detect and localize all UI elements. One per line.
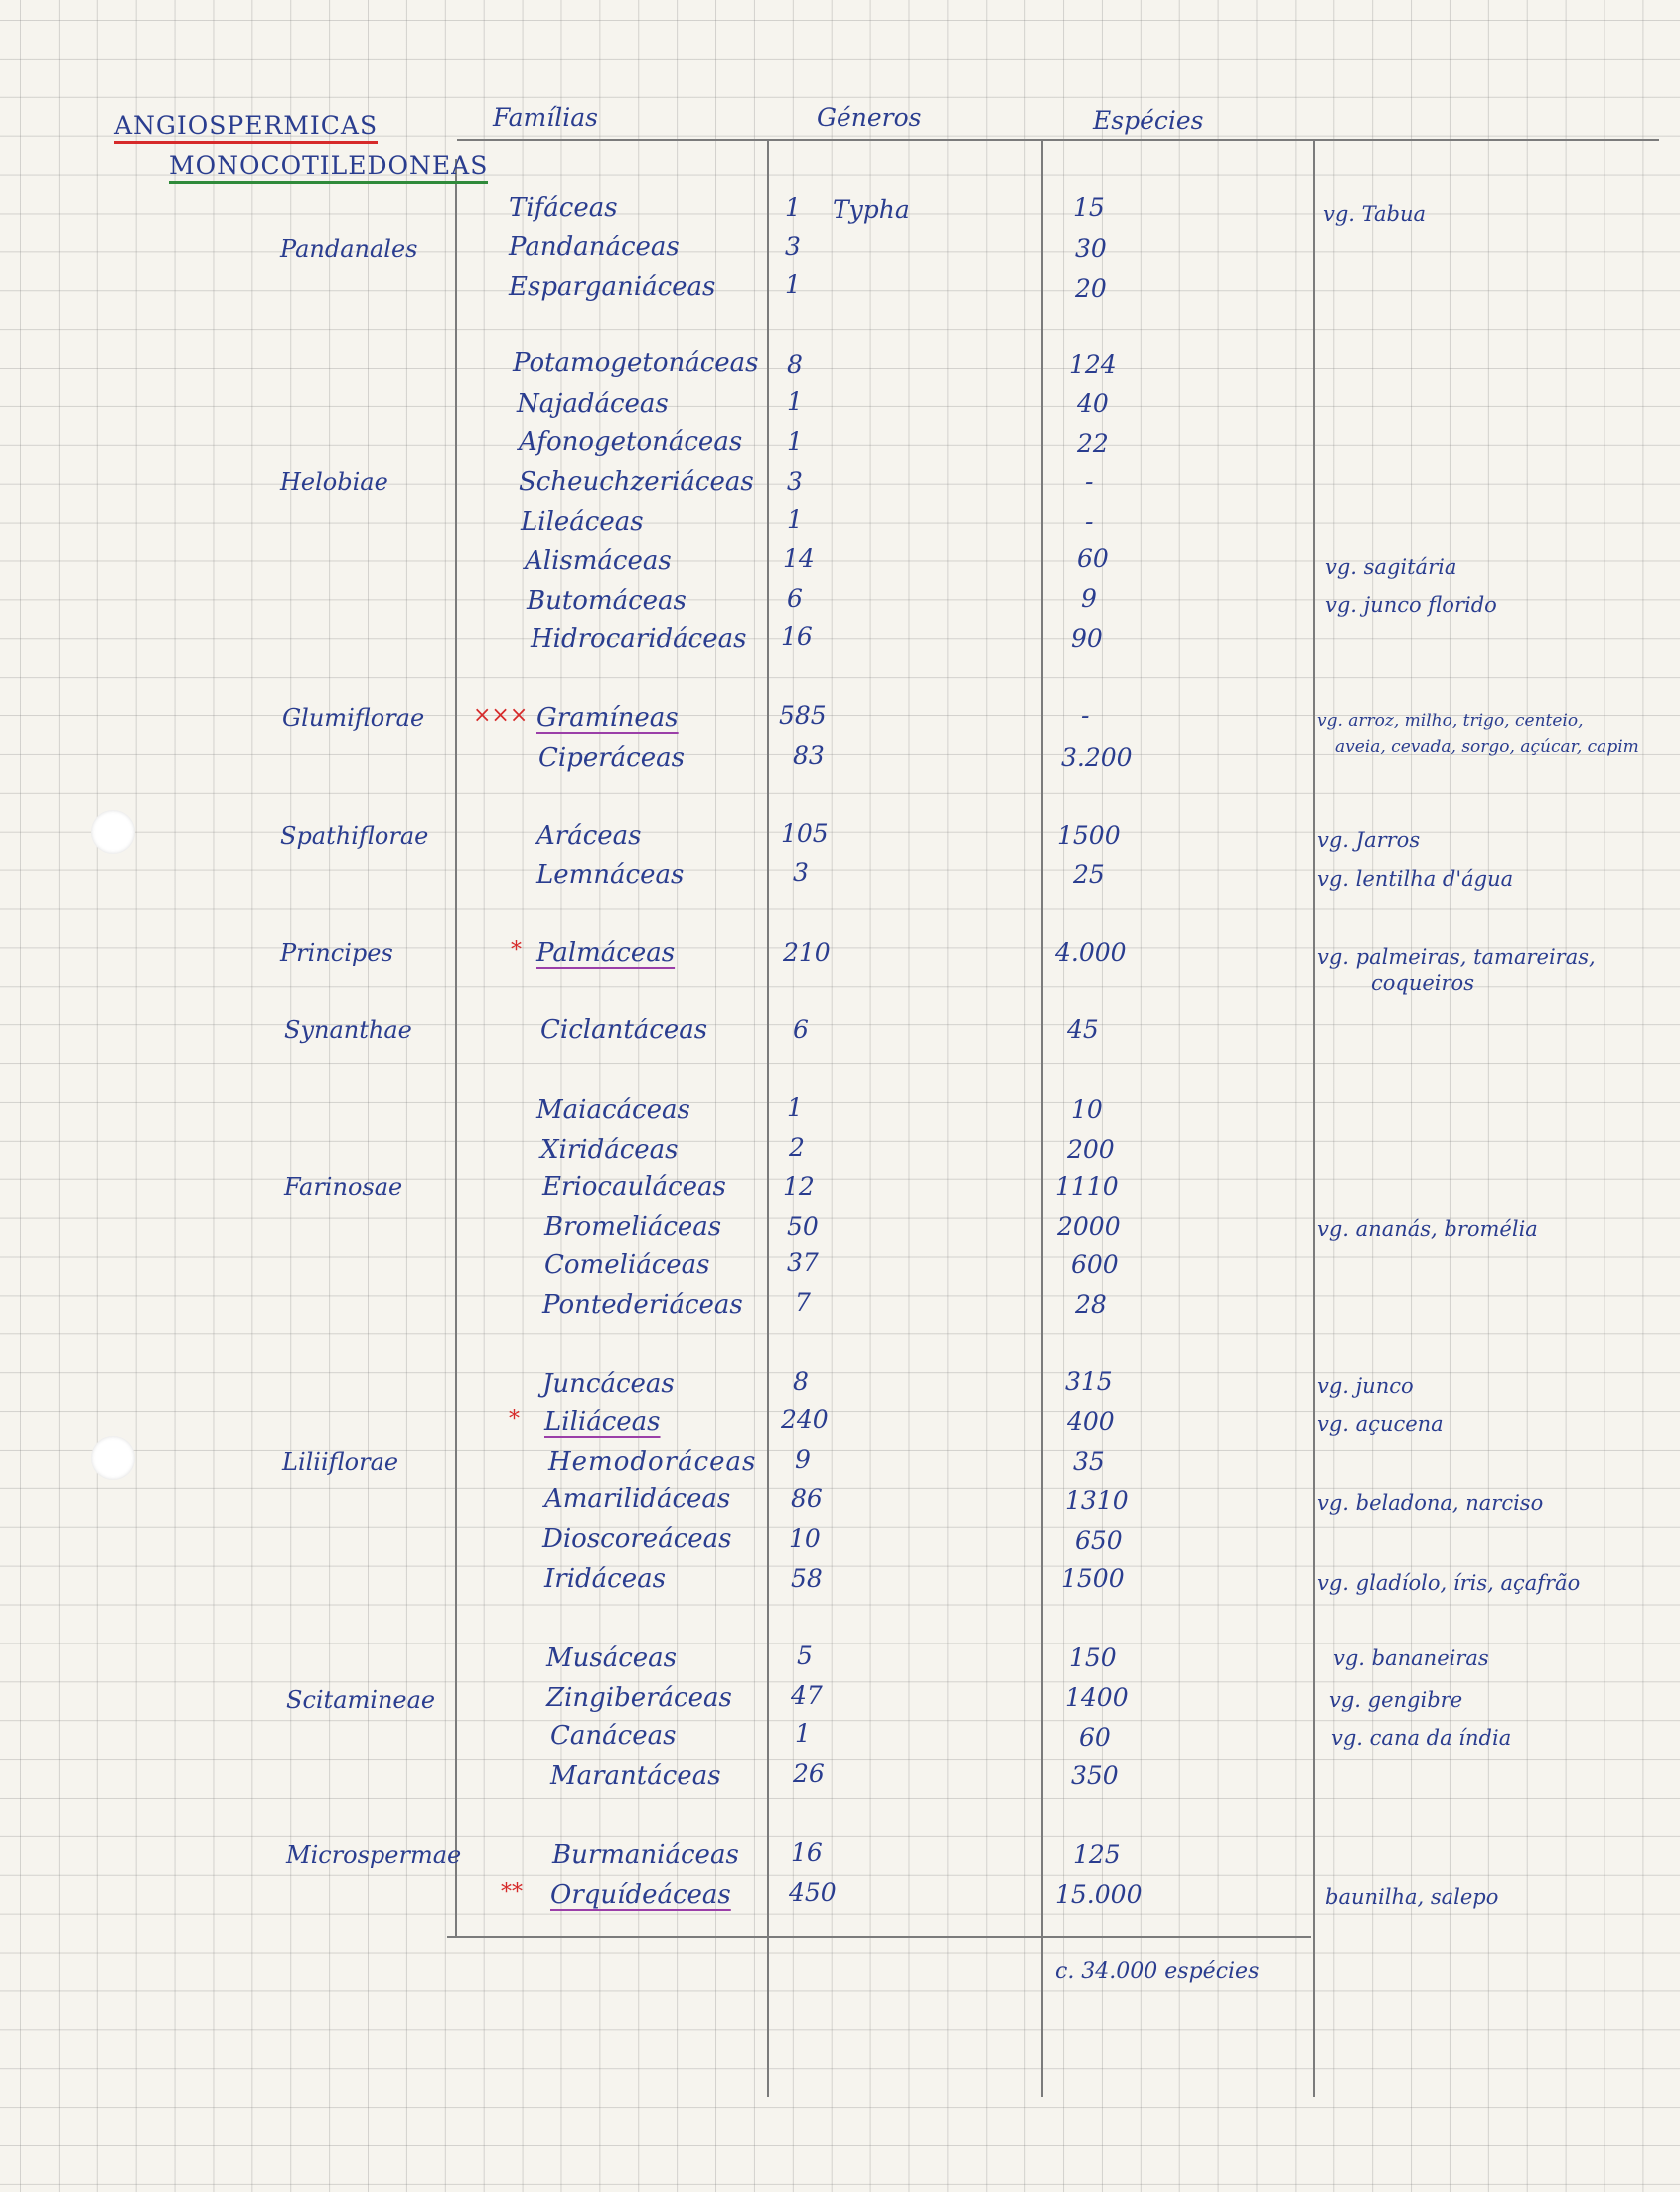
example-note: vg. palmeiras, tamareiras, <box>1317 945 1596 969</box>
species-count: 1500 <box>1057 821 1121 850</box>
family-name: Juncáceas <box>542 1369 675 1399</box>
species-count: 10 <box>1071 1095 1103 1124</box>
class-title: ANGIOSPERMICAS <box>114 111 378 144</box>
genera-count: 5 <box>797 1642 813 1670</box>
genera-count: 6 <box>787 584 803 613</box>
col-header-genera: Géneros <box>817 103 922 132</box>
species-count: 28 <box>1075 1290 1107 1319</box>
notes-column-rule <box>1313 139 1315 2097</box>
example-note: aveia, cevada, sorgo, açúcar, capim <box>1335 737 1639 757</box>
order-label: Principes <box>280 939 393 967</box>
family-name: Iridáceas <box>544 1564 666 1594</box>
punch-hole-top <box>91 810 135 854</box>
genera-count: 83 <box>793 741 825 770</box>
example-note: vg. sagitária <box>1325 555 1457 579</box>
order-label: Pandanales <box>280 235 418 263</box>
family-name: Lileáceas <box>521 507 644 537</box>
family-name: Hidrocaridáceas <box>531 624 747 654</box>
example-note: vg. junco florido <box>1325 593 1497 617</box>
family-name: Marantáceas <box>550 1761 721 1791</box>
genera-count: 3 <box>785 233 801 261</box>
family-name: Eriocauláceas <box>542 1173 726 1202</box>
genera-count: 6 <box>793 1016 809 1044</box>
subclass-title: MONOCOTILEDONEAS <box>169 151 488 184</box>
example-note: vg. lentilha d'água <box>1317 867 1514 891</box>
example-note: vg. bananeiras <box>1333 1646 1489 1670</box>
species-count: 650 <box>1075 1526 1123 1555</box>
family-name: Pandanáceas <box>509 233 680 262</box>
species-count: 4.000 <box>1055 938 1127 967</box>
example-note: vg. Tabua <box>1323 202 1427 226</box>
genera-count: 14 <box>783 545 815 573</box>
genera-count: 105 <box>781 819 829 848</box>
species-column-rule <box>1041 139 1043 2097</box>
species-count: 25 <box>1073 861 1105 889</box>
genera-count: 58 <box>791 1564 823 1593</box>
species-count: 315 <box>1065 1367 1113 1396</box>
genera-count: 16 <box>781 622 813 651</box>
example-note: vg. gengibre <box>1329 1688 1463 1712</box>
species-count: - <box>1085 467 1094 496</box>
family-name: Amarilidáceas <box>544 1485 731 1514</box>
family-name: Musáceas <box>546 1644 678 1673</box>
order-label: Synanthae <box>284 1017 412 1044</box>
order-label: Microspermae <box>286 1841 462 1869</box>
genera-count: 16 <box>791 1838 823 1867</box>
genera-count: 8 <box>793 1367 809 1396</box>
genera-count: 210 <box>783 938 831 967</box>
family-name: Afonogetonáceas <box>519 427 743 457</box>
importance-marker: * <box>509 1407 520 1432</box>
species-count: 35 <box>1073 1447 1105 1476</box>
family-name: Bromeliáceas <box>544 1212 722 1242</box>
importance-marker: * <box>511 938 522 963</box>
species-count: 90 <box>1071 624 1103 653</box>
genera-count: 26 <box>793 1759 825 1788</box>
col-header-families: Famílias <box>493 103 598 132</box>
genera-count: 2 <box>789 1133 805 1162</box>
family-name: Scheuchzeriáceas <box>519 467 754 497</box>
species-count: 9 <box>1081 584 1097 613</box>
family-name: Liliáceas <box>544 1407 661 1437</box>
species-count: 60 <box>1079 1723 1111 1752</box>
family-name: Zingiberáceas <box>546 1683 732 1713</box>
species-count: 15 <box>1073 193 1105 222</box>
order-label: Glumiflorae <box>282 705 425 732</box>
example-note: vg. ananás, bromélia <box>1317 1217 1538 1241</box>
species-count: 20 <box>1075 274 1107 303</box>
families-column-rule <box>455 159 457 1938</box>
order-label: Liliiflorae <box>282 1448 399 1476</box>
genera-count: 7 <box>795 1288 811 1317</box>
family-name: Xiridáceas <box>540 1135 679 1165</box>
species-count: 125 <box>1073 1840 1121 1869</box>
order-label: Scitamineae <box>286 1686 436 1714</box>
species-count: 1110 <box>1055 1173 1119 1201</box>
species-count: 2000 <box>1057 1212 1121 1241</box>
family-name: Aráceas <box>536 821 642 851</box>
species-count: 40 <box>1077 390 1109 418</box>
genera-count: 8 <box>787 350 803 379</box>
genera-count: 50 <box>787 1212 819 1241</box>
family-name: Gramíneas <box>536 704 679 733</box>
species-count: 15.000 <box>1055 1880 1143 1909</box>
genera-count: 86 <box>791 1485 823 1513</box>
family-name: Dioscoreáceas <box>542 1524 732 1554</box>
genera-count: 1 <box>787 427 803 456</box>
example-note: vg. beladona, narciso <box>1317 1491 1544 1515</box>
genera-count: 10 <box>789 1524 821 1553</box>
species-count: 400 <box>1067 1407 1115 1436</box>
family-name: Orquídeáceas <box>550 1880 731 1910</box>
species-count: 3.200 <box>1061 743 1133 772</box>
species-count: 1310 <box>1065 1487 1129 1515</box>
species-count: 600 <box>1071 1250 1119 1279</box>
example-note: vg. gladíolo, íris, açafrão <box>1317 1571 1581 1595</box>
genera-count: 1 <box>795 1719 811 1748</box>
genera-count: 585 <box>779 702 827 730</box>
family-name: Alismáceas <box>525 547 672 576</box>
example-note: vg. açucena <box>1317 1412 1444 1436</box>
species-count: 22 <box>1077 429 1109 458</box>
genus-note: Typha <box>833 195 910 224</box>
genera-count: 3 <box>793 859 809 887</box>
species-count: 350 <box>1071 1761 1119 1790</box>
example-note: vg. Jarros <box>1317 828 1421 852</box>
family-name: Maiacáceas <box>536 1095 690 1125</box>
family-name: Pontederiáceas <box>542 1290 743 1320</box>
family-name: Butomáceas <box>527 586 687 616</box>
order-label: Spathiflorae <box>280 822 429 850</box>
punch-hole-bottom <box>91 1436 135 1480</box>
genera-count: 450 <box>789 1878 837 1907</box>
genera-count: 1 <box>787 388 803 416</box>
family-name: Ciperáceas <box>538 743 685 773</box>
example-note-continued: coqueiros <box>1371 971 1474 995</box>
example-note: vg. arroz, milho, trigo, centeio, <box>1317 711 1584 731</box>
bottom-rule <box>447 1936 1311 1938</box>
family-name: Tifáceas <box>509 193 618 223</box>
family-name: Canáceas <box>550 1721 677 1751</box>
order-label: Farinosae <box>284 1174 403 1201</box>
genera-count: 37 <box>787 1248 819 1277</box>
family-name: Najadáceas <box>517 390 669 419</box>
family-name: Esparganiáceas <box>509 272 716 302</box>
example-note: baunilha, salepo <box>1325 1885 1499 1909</box>
col-header-species: Espécies <box>1093 106 1204 135</box>
importance-marker: ** <box>501 1880 523 1905</box>
example-note: vg. cana da índia <box>1331 1726 1512 1750</box>
species-count: 45 <box>1067 1016 1099 1044</box>
species-count: 30 <box>1075 235 1107 263</box>
family-name: Potamogetonáceas <box>513 348 759 378</box>
family-name: Ciclantáceas <box>540 1016 708 1045</box>
genera-count: 1 <box>787 505 803 534</box>
species-count: 1500 <box>1061 1564 1125 1593</box>
species-count: 124 <box>1069 350 1117 379</box>
genera-count: 1 <box>785 270 801 299</box>
genera-column-rule <box>767 139 769 2097</box>
species-count: 150 <box>1069 1644 1117 1672</box>
example-note: vg. junco <box>1317 1374 1414 1398</box>
genera-count: 3 <box>787 467 803 496</box>
genera-count: 1 <box>787 1093 803 1122</box>
genera-count: 1 <box>785 193 801 222</box>
order-label: Helobiae <box>280 468 388 496</box>
genera-count: 240 <box>781 1405 829 1434</box>
genera-count: 9 <box>795 1445 811 1474</box>
family-name: Lemnáceas <box>536 861 685 890</box>
species-count: 1400 <box>1065 1683 1129 1712</box>
species-count: 200 <box>1067 1135 1115 1164</box>
species-count: - <box>1085 507 1094 536</box>
header-rule <box>457 139 1659 141</box>
family-name: Palmáceas <box>536 938 676 968</box>
genera-count: 12 <box>783 1173 815 1201</box>
family-name: Burmaniáceas <box>552 1840 739 1870</box>
family-name: Hemodoráceas <box>548 1447 757 1477</box>
genera-count: 47 <box>791 1681 823 1710</box>
species-count: - <box>1081 702 1090 730</box>
species-total: c. 34.000 espécies <box>1055 1959 1260 1984</box>
species-count: 60 <box>1077 545 1109 573</box>
family-name: Comeliáceas <box>544 1250 710 1280</box>
importance-marker: ××× <box>473 704 529 728</box>
